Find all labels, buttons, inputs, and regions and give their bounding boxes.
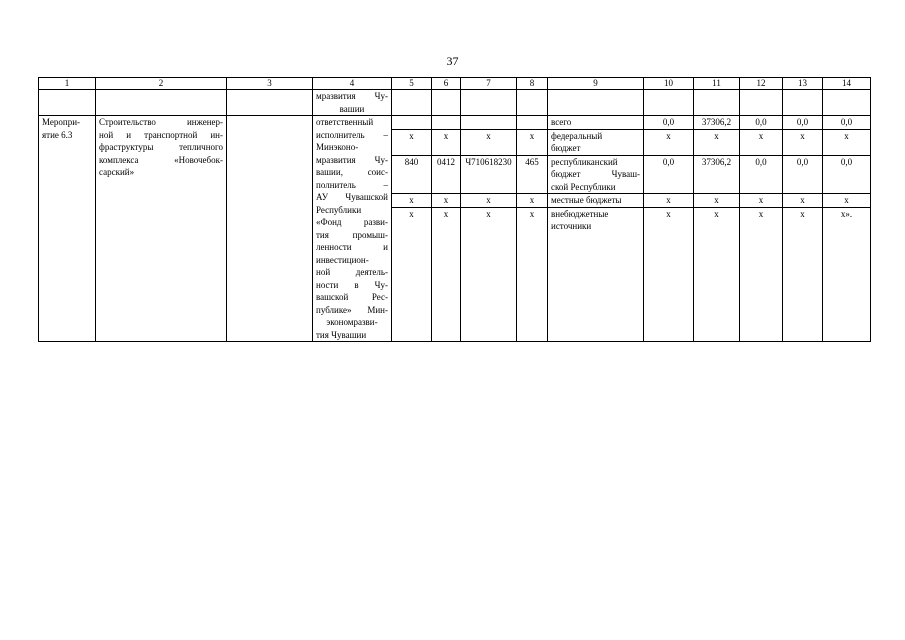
table-cell: x xyxy=(783,207,823,341)
table-cell: 0,0 xyxy=(823,155,871,194)
table-cell: 37306,2 xyxy=(694,116,740,130)
table-cell: x xyxy=(461,194,517,208)
header-cell: 2 xyxy=(96,78,227,90)
page-number: 37 xyxy=(446,54,459,68)
measure-code-cell: Меропри- ятие 6.3 xyxy=(39,116,96,342)
header-cell: 10 xyxy=(644,78,694,90)
table-cell: x». xyxy=(823,207,871,341)
table-cell: 840 xyxy=(392,155,432,194)
table-cell: x xyxy=(461,207,517,341)
header-row xyxy=(39,78,871,90)
table-cell xyxy=(392,116,432,130)
header-cell: 6 xyxy=(432,78,461,90)
table-cell xyxy=(96,90,227,116)
table-cell: 0,0 xyxy=(823,116,871,130)
table-cell: 0,0 xyxy=(644,155,694,194)
header-cell: 8 xyxy=(517,78,548,90)
table-cell xyxy=(227,90,313,116)
table-cell: x xyxy=(644,207,694,341)
table-cell xyxy=(392,90,432,116)
table-cell: x xyxy=(644,129,694,155)
table-cell: 0,0 xyxy=(644,116,694,130)
table-cell: x xyxy=(740,194,783,208)
header-cell: 11 xyxy=(694,78,740,90)
table-cell xyxy=(740,90,783,116)
header-cell: 4 xyxy=(313,78,392,90)
table-cell xyxy=(548,90,644,116)
table-cell: x xyxy=(461,129,517,155)
table-cell xyxy=(432,116,461,130)
table-cell: x xyxy=(517,207,548,341)
executors-cell: ответственный исполнитель – Минэконо- мразвития Чу- вашии, соис- полнитель – АУ Чувашской Республики «Фонд разви- тия промыш- ленности и инвестицион- ной деятель- ности в Чу- вашской Рес- публике» Мин- экономразви- тия Чувашии xyxy=(313,116,392,342)
table-cell: x xyxy=(823,129,871,155)
continuation-executor-cell: мразвития Чу- вашии xyxy=(313,90,392,116)
table-cell xyxy=(432,90,461,116)
header-cell: 1 xyxy=(39,78,96,90)
table-cell: x xyxy=(432,194,461,208)
table-cell: x xyxy=(740,129,783,155)
header-cell: 13 xyxy=(783,78,823,90)
header-cell: 7 xyxy=(461,78,517,90)
table-cell xyxy=(783,90,823,116)
header-cell: 5 xyxy=(392,78,432,90)
table-cell: x xyxy=(783,194,823,208)
funding-source-cell: местные бюджеты xyxy=(548,194,644,208)
table-cell: x xyxy=(392,194,432,208)
table-cell xyxy=(694,90,740,116)
table-cell: 37306,2 xyxy=(694,155,740,194)
table-cell: x xyxy=(694,129,740,155)
funding-source-cell: всего xyxy=(548,116,644,130)
empty-col3-cell xyxy=(227,116,313,342)
table-cell: x xyxy=(694,207,740,341)
header-cell: 3 xyxy=(227,78,313,90)
table-cell: x xyxy=(432,129,461,155)
table-cell: x xyxy=(517,194,548,208)
funding-source-cell: республиканский бюджет Чуваш- ской Республики xyxy=(548,155,644,194)
funding-source-cell: федеральный бюджет xyxy=(548,129,644,155)
continuation-row xyxy=(39,90,871,116)
table-cell: x xyxy=(392,129,432,155)
table-cell: x xyxy=(432,207,461,341)
table-cell xyxy=(39,90,96,116)
table-cell: x xyxy=(644,194,694,208)
table-cell xyxy=(517,116,548,130)
funding-source-cell: внебюджетные источники xyxy=(548,207,644,341)
header-cell: 14 xyxy=(823,78,871,90)
table-cell: 0,0 xyxy=(740,155,783,194)
budget-table xyxy=(38,77,871,342)
table-cell: x xyxy=(740,207,783,341)
table-cell: 0,0 xyxy=(783,155,823,194)
header-cell: 9 xyxy=(548,78,644,90)
table-cell: x xyxy=(517,129,548,155)
header-cell: 12 xyxy=(740,78,783,90)
measure-name-cell: Строительство инженер- ной и транспортной ин- фраструктуры тепличного комплекса «Новочебок- сарский» xyxy=(96,116,227,342)
table-cell xyxy=(644,90,694,116)
table-cell: x xyxy=(823,194,871,208)
table-cell: 465 xyxy=(517,155,548,194)
table-row xyxy=(39,116,871,130)
table-cell: 0,0 xyxy=(740,116,783,130)
table-cell: 0412 xyxy=(432,155,461,194)
table-cell: 0,0 xyxy=(783,116,823,130)
table-cell xyxy=(461,90,517,116)
table-cell: x xyxy=(694,194,740,208)
table-cell: x xyxy=(783,129,823,155)
table-cell: Ч710618230 xyxy=(461,155,517,194)
table-cell xyxy=(461,116,517,130)
table-cell xyxy=(823,90,871,116)
table-cell: x xyxy=(392,207,432,341)
table-cell xyxy=(517,90,548,116)
